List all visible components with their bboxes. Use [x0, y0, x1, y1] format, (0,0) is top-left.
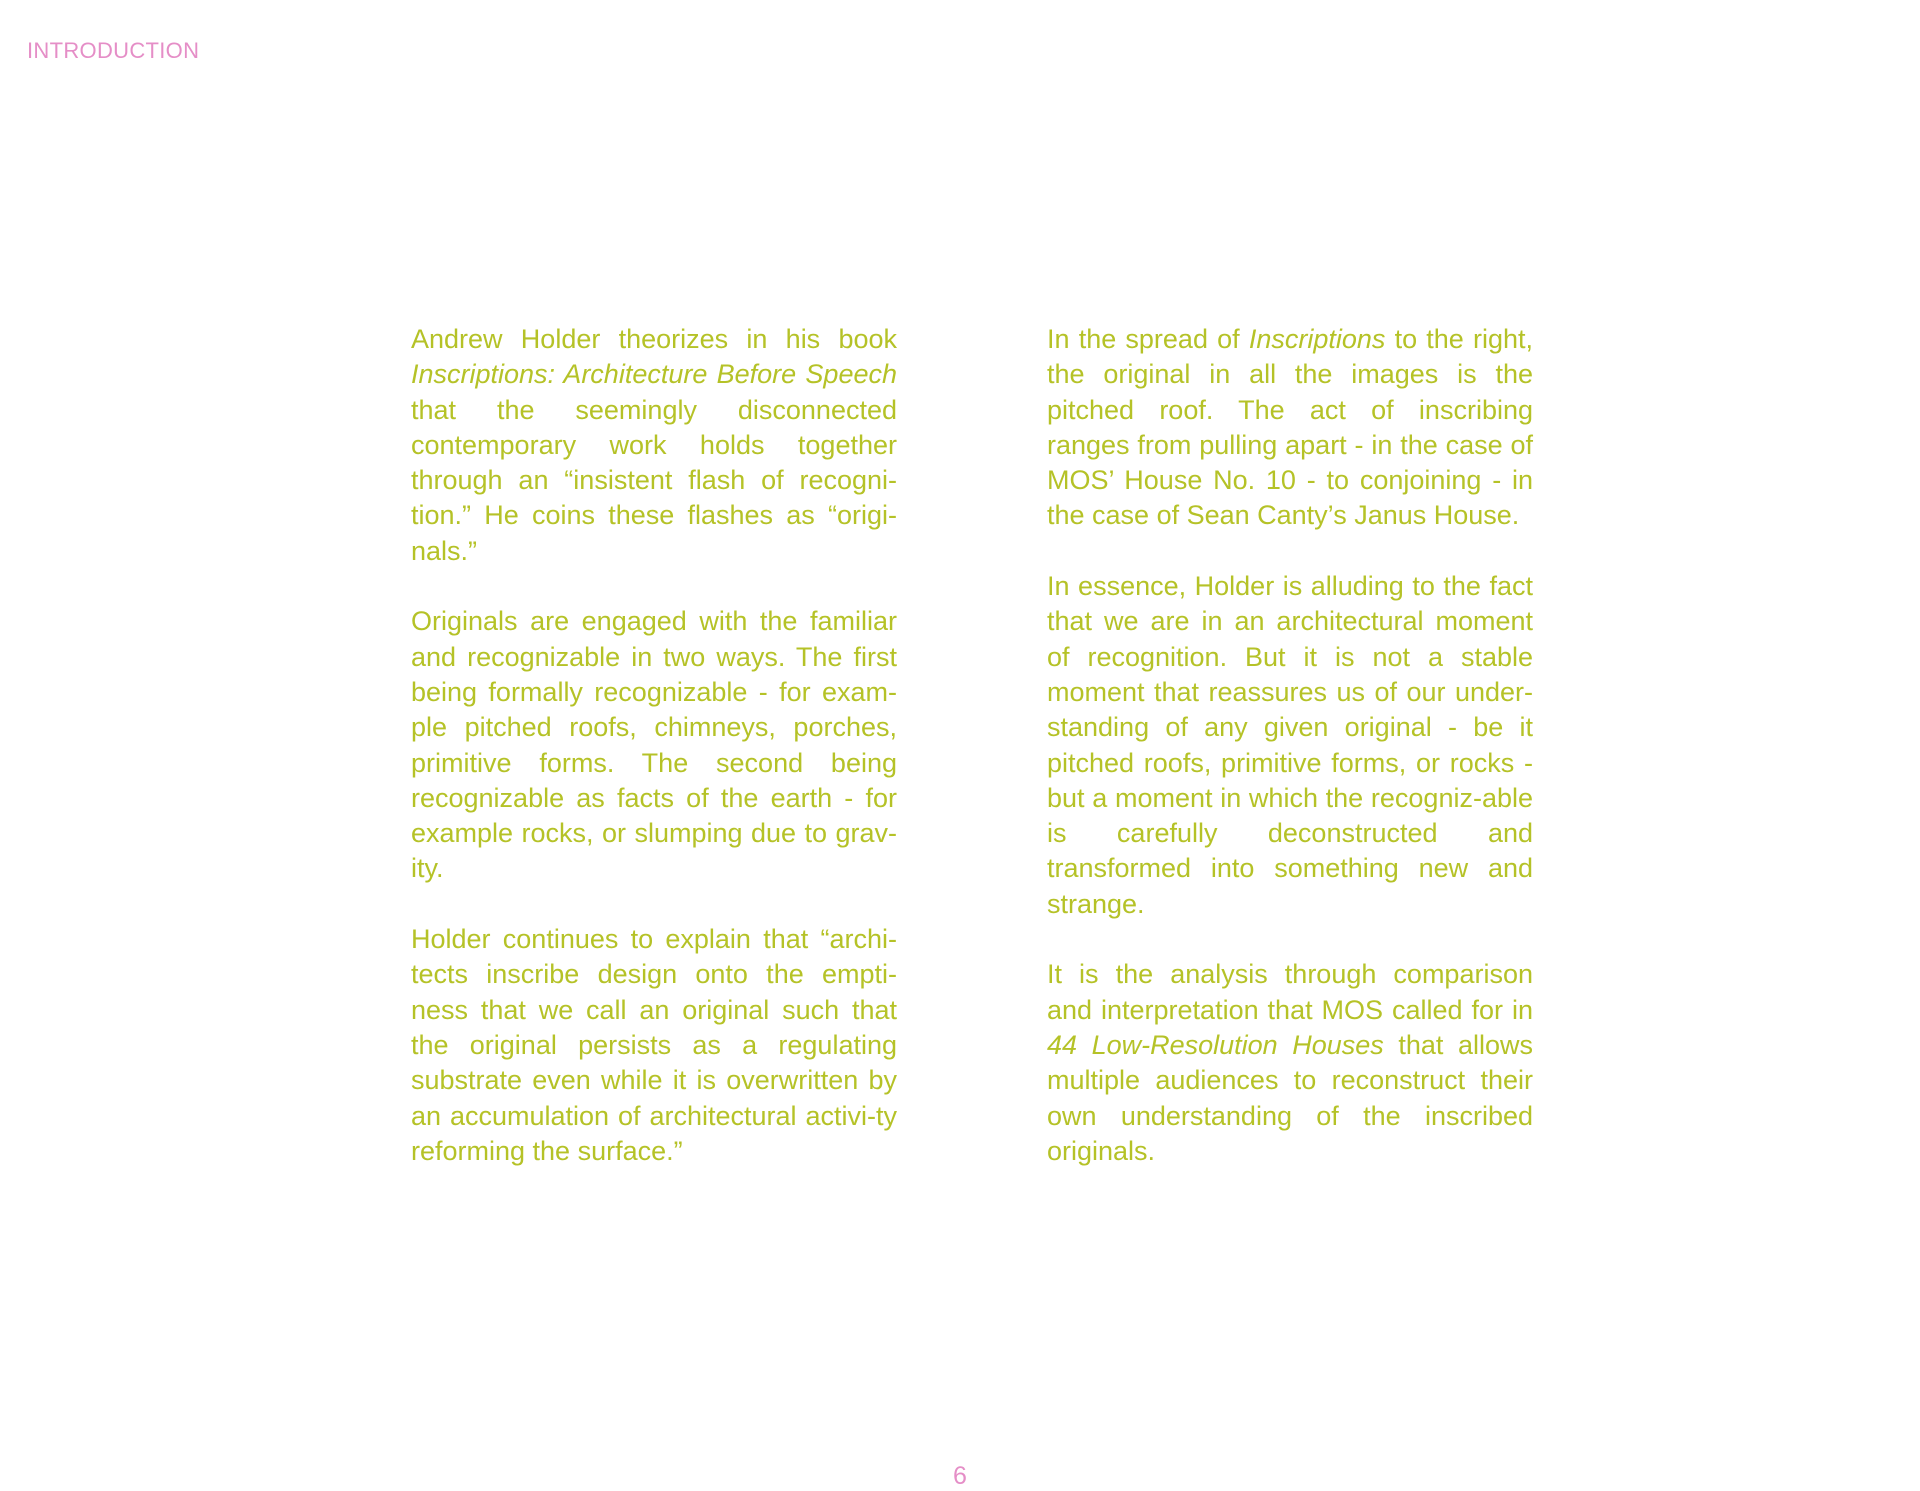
- paragraph: [1047, 957, 1533, 1169]
- paragraph-text: to the right, the original in all the images is the pitched roof. The act of inscribing ranges from pulling apart - in the case of MOS’ House No. 10 - to conjoining - in the case of Sean Canty’s Janus House.: [1047, 324, 1533, 531]
- paragraph-text: It is the analysis through comparison and interpretation that MOS called for in: [1047, 959, 1533, 1025]
- paragraph-text: In the spread of: [1047, 324, 1249, 354]
- book-title: Inscriptions: [1248, 324, 1386, 354]
- paragraph: Holder continues to explain that “archi-tects inscribe design onto the empti-ness that we call an original such that the original persists as a regulating substrate even while it is overwritten by an accumulation of architectural activi-ty reforming the surface.”: [411, 924, 897, 1166]
- paragraph-text: that allows multiple audiences to reconstruct their own understanding of the inscribed originals.: [1047, 1029, 1533, 1166]
- paragraph: In essence, Holder is alluding to the fact that we are in an architectural moment of recognition. But it is not a stable moment that reassures us of our under-standing of any given original - be it pitched roofs, primitive forms, or rocks - but a moment in which the recogniz-able is carefully deconstructed and transformed into something new and strange.: [1047, 571, 1533, 919]
- paragraph: [411, 322, 897, 569]
- paragraph: [1047, 322, 1533, 534]
- page-number: 6: [953, 1462, 967, 1490]
- book-title: Inscriptions: Architecture Before Speech: [411, 359, 897, 390]
- paragraph-text: that the seemingly disconnected contemporary work holds together through an “insistent flash of recogni-tion.” He coins these flashes as “origi-nals.”: [411, 394, 897, 566]
- left-text-column: [411, 322, 897, 1169]
- book-title: 44 Low-Resolution Houses: [1047, 1029, 1384, 1060]
- paragraph-text: Andrew Holder theorizes in his book: [411, 324, 897, 354]
- right-text-column: [1047, 322, 1533, 1169]
- section-label: INTRODUCTION: [27, 38, 200, 63]
- paragraph: Originals are engaged with the familiar and recognizable in two ways. The first being formally recognizable - for exam-ple pitched roofs, chimneys, porches, primitive forms. The second being recognizable as facts of the earth - for example rocks, or slumping due to grav-ity.: [411, 606, 897, 884]
